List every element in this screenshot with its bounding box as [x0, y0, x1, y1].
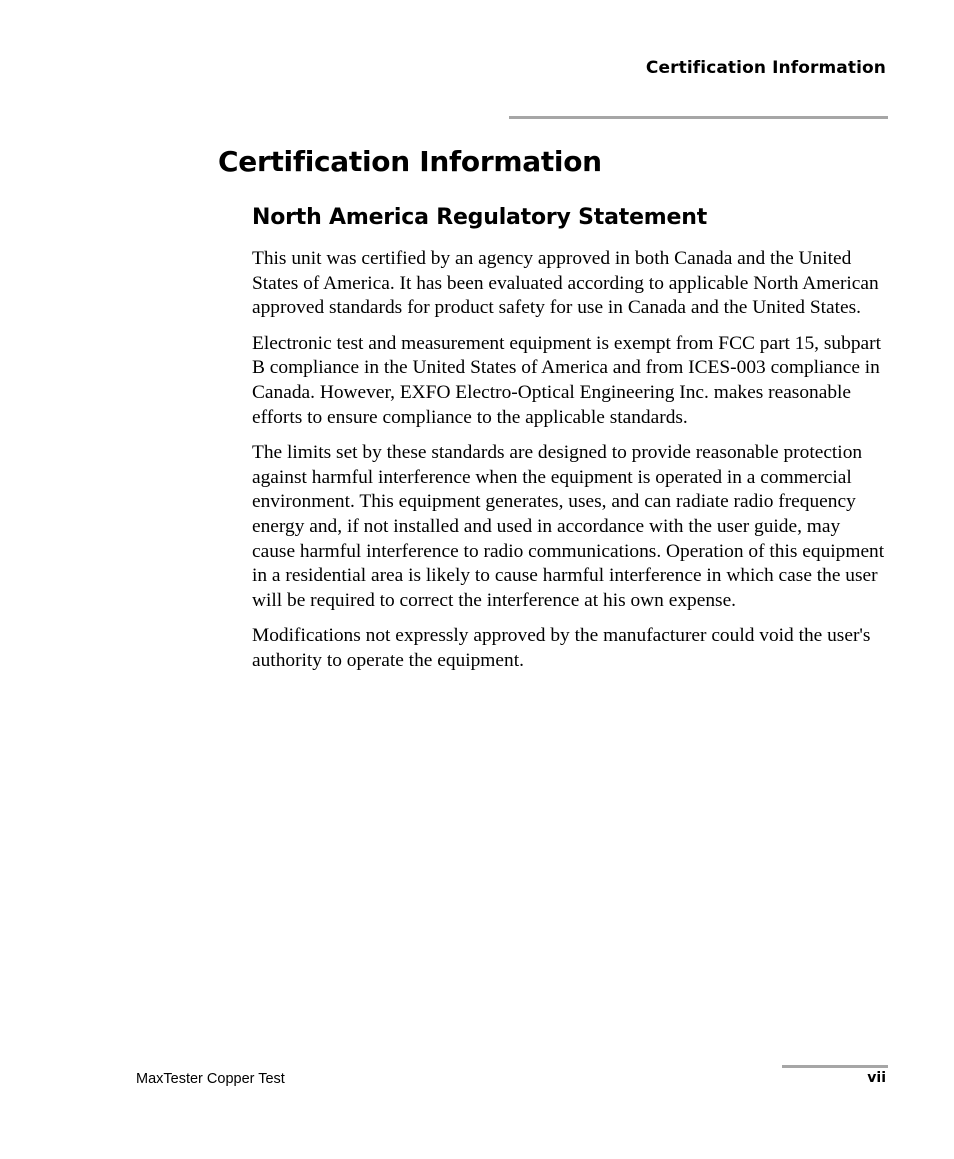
paragraph-2: Electronic test and measurement equipment is exempt from FCC part 15, subpart B compliance in the United States of America and from ICES-003 compliance in Canada. However, EXFO Electro-Optical Engineering Inc. makes reasonable efforts to ensure compliance to the applicable standards.: [252, 332, 881, 428]
body-text: [252, 247, 888, 685]
footer-rule: [782, 1065, 888, 1068]
paragraph-4: Modifications not expressly approved by the manufacturer could void the user's authority to operate the equipment.: [252, 625, 871, 671]
paragraph-1: This unit was certified by an agency approved in both Canada and the United States of America. It has been evaluated according to applicable North American approved standards for product safety for use in Canada and the United States.: [252, 248, 879, 319]
footer-page-number: vii: [867, 1070, 886, 1086]
header-rule: [509, 116, 888, 119]
paragraph-3: The limits set by these standards are designed to provide reasonable protection against harmful interference when the equipment is operated in a commercial environment. This equipment generates, uses, and can radiate radio frequency energy and, if not installed and used in accordance with the user guide, may cause harmful interference to radio communications. Operation of this equipment in a residential area is likely to cause harmful interference in which case the user will be required to correct the interference at his own expense.: [252, 442, 885, 611]
running-header: Certification Information: [645, 58, 886, 78]
section-title: North America Regulatory Statement: [252, 205, 708, 230]
page-title: Certification Information: [218, 145, 602, 178]
footer-product-name: MaxTester Copper Test: [136, 1071, 285, 1087]
